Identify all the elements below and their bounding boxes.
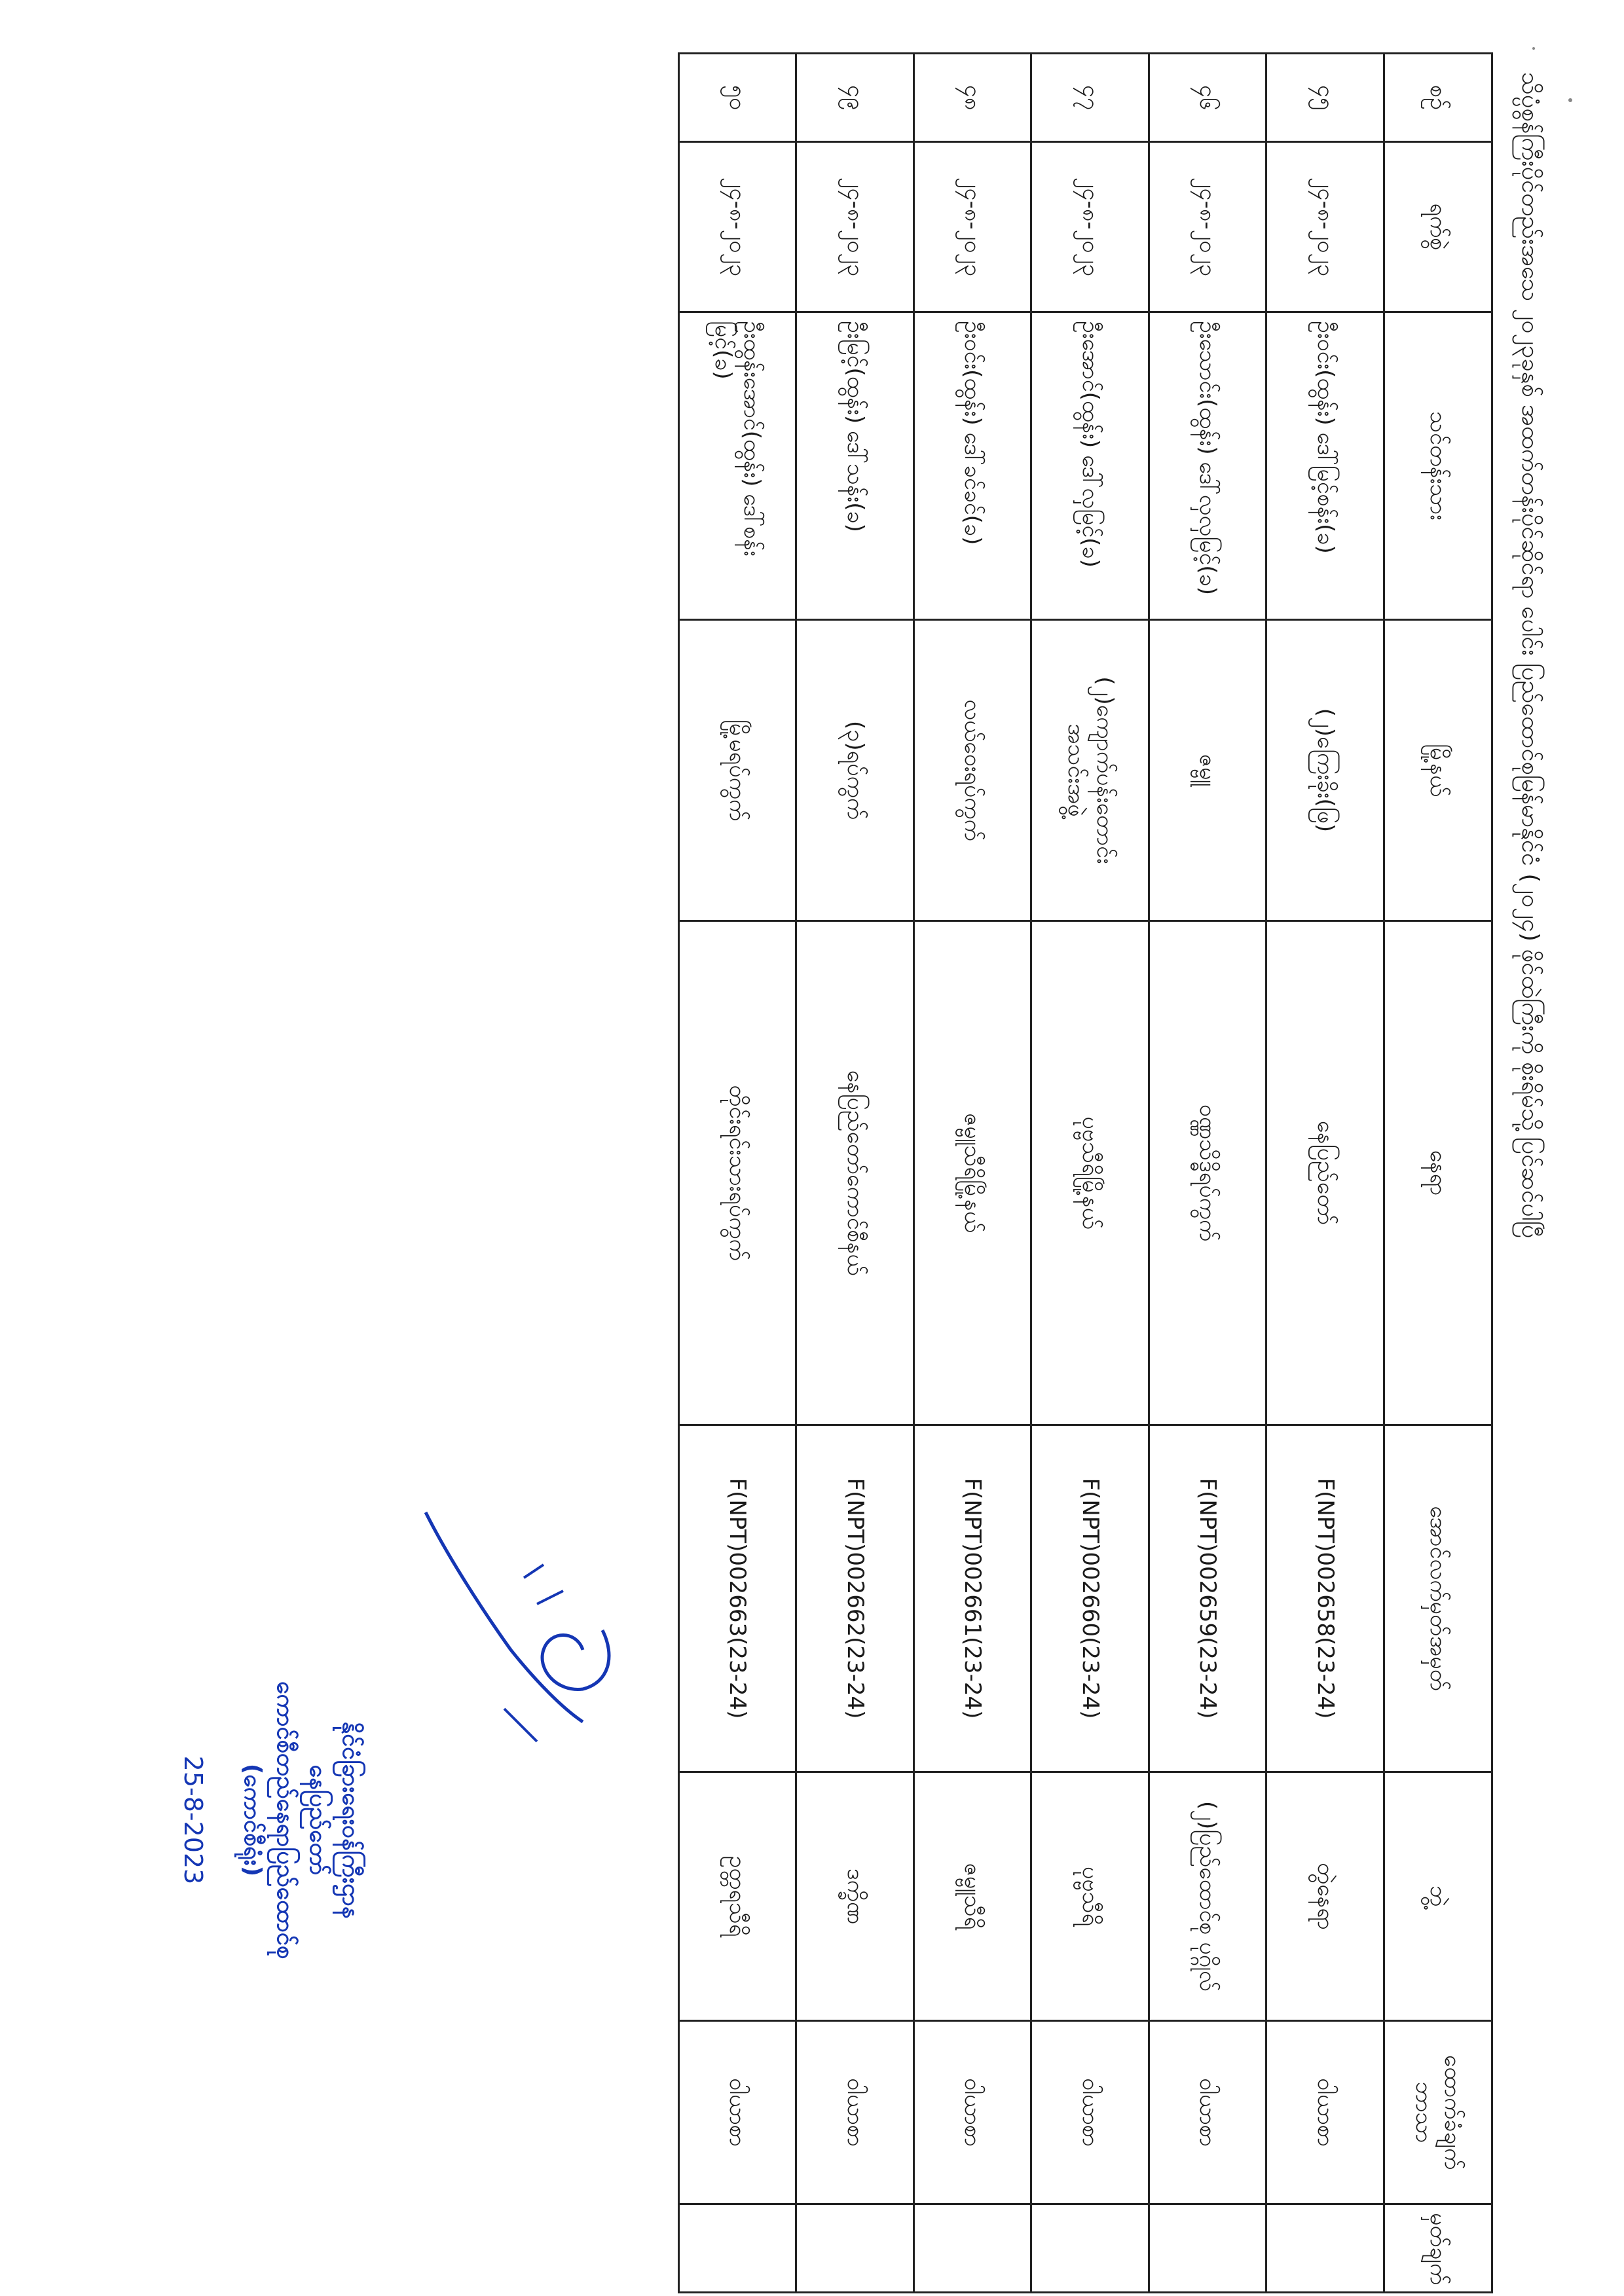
- col-header-place: နေရာ: [1384, 921, 1492, 1425]
- stamp-line: နေပြည်တော်: [304, 1764, 331, 1876]
- document-heading: သိပ္ပံစွန်ကြီးပိုင်တည်းအသေ ၂၀၂၃ခုနှစ် အထက်တန်းပိုင်ဆိုင်ရာ ပေါင်း ပြည်ထောင်စုမြန်မာနိုင်ငံ (၂၀၂၄) ဖိုင်ထဲကြီးကို စိုးရိမ်သို့ပြင်ဆင်ပါပြီ: [1517, 72, 1543, 1239]
- stamp-line: ကောင်စီတည်နေရာပြည်ထောင်စု: [272, 1681, 299, 1959]
- cell-place: နေပြည်တော်: [1266, 921, 1384, 1425]
- cell-no: ၄၆: [1149, 54, 1267, 142]
- stamp-line: နိုင်ငံခြားရေးဝန်ကြီးဌာန: [337, 1721, 364, 1919]
- cell-remark: [1149, 2204, 1267, 2293]
- stamp-line: (ကောင်စီရုံး): [239, 1763, 266, 1877]
- cell-degree: ဥတ္တရသီရိ: [679, 1772, 797, 2021]
- cell-date: ၂၄-၈-၂၀၂၃: [1266, 142, 1384, 312]
- cell-cert: F(NPT)002659(23-24): [1149, 1425, 1267, 1772]
- col-header-remark: မှတ်ချက်: [1384, 2204, 1492, 2293]
- rotated-content: [334, 26, 1572, 2286]
- col-header-degree: ဘွဲ့: [1384, 1772, 1492, 2021]
- col-header-date: ရက်စွဲ: [1384, 142, 1492, 312]
- table-row: [1149, 54, 1267, 2293]
- cell-name: ဦးအောင်(ထွန်း) ဒေါ်လှမြင့်(ခ): [1031, 312, 1149, 620]
- table-row: [1266, 54, 1384, 2293]
- table-header-row: [1384, 54, 1492, 2293]
- cell-no: ၄၉: [796, 54, 914, 142]
- cell-township: (၂)ကျောက်ပန်းတောင်း အသင်းအဖွဲ့: [1031, 620, 1149, 921]
- cell-date: ၂၄-၈-၂၀၂၃: [914, 142, 1032, 312]
- cell-no: ၄၈: [914, 54, 1032, 142]
- col-header-subject: ထောက်ခံချက် ဘာသာ: [1384, 2021, 1492, 2204]
- table-row: [679, 54, 797, 2293]
- cell-township: (၂)ကြေးခိုး(ဖြ): [1266, 620, 1384, 921]
- cell-name: ဦးထွန်းအောင်(ထွန်း) ဒေါ်စန်းမြင့်(ခ): [679, 312, 797, 620]
- cell-name: ဦးဝင်း(ထွန်း) ဒေါ်ခင်ခင်(ခ): [914, 312, 1032, 620]
- cell-cert: F(NPT)002658(23-24): [1266, 1425, 1384, 1772]
- cell-degree: တွဲနေရာ: [1266, 1772, 1384, 2021]
- cell-subject: ဝါယာစာ: [1149, 2021, 1267, 2204]
- col-header-no: စဉ်: [1384, 54, 1492, 142]
- table-row: [1031, 54, 1149, 2293]
- cell-subject: ဝါယာစာ: [796, 2021, 914, 2204]
- cell-place: ဇမ္ဗူသီရိမြို့နယ်: [914, 921, 1032, 1425]
- cell-township: မြို့မရပ်ကွက်: [679, 620, 797, 921]
- signature-strokes: [380, 1434, 642, 1892]
- cell-cert: F(NPT)002660(23-24): [1031, 1425, 1149, 1772]
- table-row: [796, 54, 914, 2293]
- cell-name: ဦးမြင့်(ထွန်း) ဒေါ်သန်း(ခ): [796, 312, 914, 620]
- cell-place: နေပြည်တော်ကောင်စီနယ်: [796, 921, 914, 1425]
- cell-date: ၂၄-၈-၂၀၂၃: [679, 142, 797, 312]
- signature-date: 25-8-2023: [179, 1755, 208, 1885]
- cell-subject: ဝါယာစာ: [1266, 2021, 1384, 2204]
- official-stamp-block: [177, 1624, 367, 2016]
- cell-cert: F(NPT)002663(23-24): [679, 1425, 797, 1772]
- cell-remark: [1266, 2204, 1384, 2293]
- cell-place: ပုဗ္ဗသီရိမြို့နယ်: [1031, 921, 1149, 1425]
- cell-degree: (၂)ပြည်ထောင်စု ပုဂ္ဂိုလ်: [1149, 1772, 1267, 2021]
- cell-subject: ဝါယာစာ: [914, 2021, 1032, 2204]
- records-table: [678, 52, 1493, 2293]
- cell-no: ၄၇: [1031, 54, 1149, 142]
- cell-no: ၄၅: [1266, 54, 1384, 142]
- cell-township: လယ်ဝေးရပ်ကွက်: [914, 620, 1032, 921]
- cell-date: ၂၄-၈-၂၀၂၃: [1031, 142, 1149, 312]
- col-header-cert: အောင်လက်မှတ်အမှတ်: [1384, 1425, 1492, 1772]
- cell-date: ၂၄-၈-၂၀၂၃: [796, 142, 914, 312]
- cell-remark: [679, 2204, 797, 2293]
- cell-degree: ဒက္ခိဏ: [796, 1772, 914, 2021]
- cell-cert: F(NPT)002661(23-24): [914, 1425, 1032, 1772]
- cell-subject: ဝါယာစာ: [1031, 2021, 1149, 2204]
- cell-name: ဦးသောင်း(ထွန်း) ဒေါ်လှလှမြင့်(ခ): [1149, 312, 1267, 620]
- cell-township: (၃)ရပ်ကွက်: [796, 620, 914, 921]
- cell-remark: [796, 2204, 914, 2293]
- cell-place: ဝဏ္ဏသိဒ္ဓိရပ်ကွက်: [1149, 921, 1267, 1425]
- cell-no: ၅၀: [679, 54, 797, 142]
- cell-place: တိုင်းရင်းသားရပ်ကွက်: [679, 921, 797, 1425]
- col-header-township: မြို့နယ်: [1384, 620, 1492, 921]
- cell-date: ၂၄-၈-၂၀၂၃: [1149, 142, 1267, 312]
- table-row: [914, 54, 1032, 2293]
- cell-remark: [1031, 2204, 1149, 2293]
- cell-degree: ဇမ္ဗူသီရိ: [914, 1772, 1032, 2021]
- col-header-name: သင်တန်းသား: [1384, 312, 1492, 620]
- cell-township: ဇမ္ဗူ: [1149, 620, 1267, 921]
- cell-name: ဦးဝင်း(ထွန်း) ဒေါ်မြင့်စန်း(ခ): [1266, 312, 1384, 620]
- cell-subject: ဝါယာစာ: [679, 2021, 797, 2204]
- cell-degree: ပုဗ္ဗသီရိ: [1031, 1772, 1149, 2021]
- signature: [380, 1434, 642, 1892]
- cell-cert: F(NPT)002662(23-24): [796, 1425, 914, 1772]
- cell-remark: [914, 2204, 1032, 2293]
